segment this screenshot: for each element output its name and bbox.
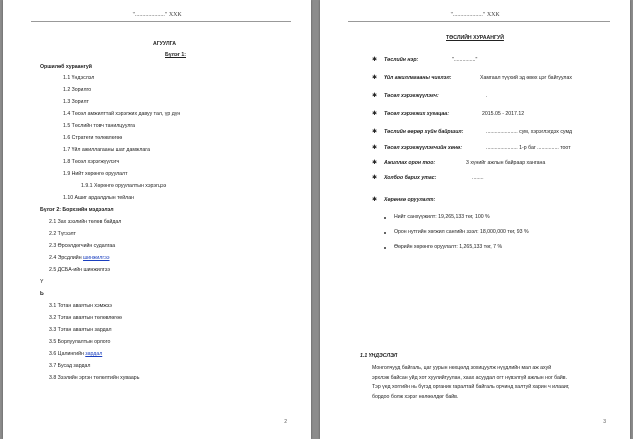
paragraph-line: Тэр үед хоггийн нь бүгэд органик гаралтай байгаль орчинд халтуй харин ч илааиг, xyxy=(372,384,570,390)
toc-item[interactable] xyxy=(49,352,102,357)
toc-item[interactable]: 1.8 Төсөл хэрэгжүүлэгч xyxy=(63,159,120,165)
field-label: Төсөл хэрэгжүүлэгч: xyxy=(384,93,439,99)
toc-intro-heading: Оршилөб хураангуй xyxy=(40,64,92,70)
toc-item[interactable]: 3.7 Бусад зардал xyxy=(49,363,91,369)
field-label: Төслийн нэр: xyxy=(384,57,419,63)
toc-item[interactable]: 1.9 Нийт хөрөнгө оруулалт xyxy=(63,171,128,177)
investment-heading: Хөрөнгө оруулалт: xyxy=(384,197,436,203)
toc-item[interactable]: 2.3 Өрсөлдөгчийн судалгаа xyxy=(49,243,116,249)
field-value: . xyxy=(486,93,488,99)
toc-item[interactable]: 3.5 Борлуулалтын орлого xyxy=(49,339,111,345)
field-label: Төсөл хэрэгжүүлэгчийн хөнө: xyxy=(384,145,462,151)
star-bullet-icon: ✱ xyxy=(372,160,378,166)
toc-item[interactable]: 3.3 Тэтан аваятын зардал xyxy=(49,327,112,333)
field-value: Хамгаал түүхий эд өвөх цэг байгуулах xyxy=(480,75,572,81)
paragraph-line: Монголчууд байгаль, цаг уурын нөхцөлд зохицуулж нүүдлийн мал аж ахуй xyxy=(372,365,552,371)
toc-chapter[interactable]: Бүлэг 2: Борхзийн мэдээлэл xyxy=(40,207,114,213)
field-value: 2015.05 - 2017.12 xyxy=(482,111,525,117)
document-page-right xyxy=(320,0,630,439)
bullet-dot-icon xyxy=(384,247,386,249)
toc-item[interactable]: 1.1 Үндэслэл xyxy=(63,75,95,81)
toc-item-text: 2.4 Эрсдлийн xyxy=(49,255,84,261)
field-value: ........ xyxy=(472,175,484,181)
toc-marker: Y xyxy=(40,279,44,285)
toc-item[interactable]: 2.5 ДСБА-ийн шинжилгээ xyxy=(49,267,110,273)
summary-title: ТӨСЛИЙН ХУРААНГУЙ xyxy=(446,35,504,41)
field-label: Төслийн өөрөр хүйн байршил: xyxy=(384,129,464,135)
investment-item: Орон нутгийн хөгжил сангийн зээл: 18,000,000 төг, 93 % xyxy=(394,229,529,235)
toc-item[interactable]: 2.1 Зах зээлийн төлөв байдал xyxy=(49,219,122,225)
field-value: ...................... сум, хэрэглэгдэх сумд xyxy=(486,129,573,135)
paragraph-line: эрхлэж байсан уйд хот хуулийгуулан, хаах асуудал огт нүвэлгүй ажлын ног байв. xyxy=(372,374,568,381)
toc-item[interactable]: 3.8 Зээлийн эргэн төлөлтийн хуваарь xyxy=(49,375,140,381)
bullet-dot-icon xyxy=(384,232,386,234)
toc-item[interactable]: 1.3 Зорилт xyxy=(63,99,89,105)
field-value: 3 хүнийг ажлын байраар хангана xyxy=(466,160,546,166)
toc-item-text: 3.6 Цалингийн xyxy=(49,351,86,357)
star-bullet-icon: ✱ xyxy=(372,129,378,135)
page-header: "...................." ХХК xyxy=(132,12,182,18)
toc-item[interactable]: 3.1 Тотан аваятын хэмжээ xyxy=(49,303,112,309)
star-bullet-icon: ✱ xyxy=(372,111,378,117)
toc-item[interactable]: 1.5 Төслийн товч танилцуулга xyxy=(63,123,136,129)
star-bullet-icon: ✱ xyxy=(372,75,378,81)
page-number: 3 xyxy=(603,419,606,425)
body-paragraph xyxy=(372,364,630,402)
page-number: 2 xyxy=(284,419,287,425)
paragraph-line: бордоо болж хэрэг нөлөөлдөг байв. xyxy=(372,393,459,400)
header-divider xyxy=(348,21,610,22)
field-value: ...................... 1-р баг ............... тоот xyxy=(486,145,571,151)
star-bullet-icon: ✱ xyxy=(372,93,378,99)
toc-item[interactable] xyxy=(49,256,110,261)
star-bullet-icon: ✱ xyxy=(372,57,378,63)
toc-item[interactable]: 1.7 Үйл ажиллагааны шат дамжлага xyxy=(63,147,150,153)
star-bullet-icon: ✱ xyxy=(372,145,378,151)
field-value: "..............." xyxy=(452,57,478,63)
toc-item-link[interactable]: зардал xyxy=(85,351,103,357)
header-divider xyxy=(31,21,291,22)
section-heading: 1.1 ҮНДЭСЛЭЛ xyxy=(360,353,398,359)
field-label: Холбоо барих утас: xyxy=(384,175,437,181)
toc-item[interactable]: 2.2 Түгээлт xyxy=(49,231,76,237)
toc-item[interactable]: 1.6 Стратеги төлөвлөгөө xyxy=(63,135,123,141)
field-label: Ажиллах орон тоо: xyxy=(384,160,436,166)
field-label: Төсөл хэрэгжих хугацаа: xyxy=(384,111,449,117)
toc-item-link[interactable]: шинжилгээ xyxy=(83,255,110,261)
toc-item[interactable]: 3.2 Тэтан аваятын төлөвлөгөө xyxy=(49,315,122,321)
toc-item[interactable]: 1.4 Төсөл амжилттай хэрэгжих давуу тал, үр дүн xyxy=(63,111,181,117)
toc-title: АГУУЛГА xyxy=(153,41,176,47)
bullet-dot-icon xyxy=(384,217,386,219)
toc-marker: Ь xyxy=(40,291,44,297)
star-bullet-icon: ✱ xyxy=(372,197,378,203)
page-header: "...................." ХХК xyxy=(450,12,500,18)
toc-item[interactable]: 1.9.1 Хөрөнгө оруулалтын хэрэгцээ xyxy=(81,183,167,189)
toc-item[interactable]: 1.10 Ашиг ардалдлын тейлан xyxy=(63,195,134,201)
star-bullet-icon: ✱ xyxy=(372,175,378,181)
toc-item[interactable]: 1.2 Зорилго xyxy=(63,87,92,93)
investment-item: Өөрийн хөрөнгө оруулалт: 1,265,133 төг, 7 % xyxy=(394,244,503,250)
field-label: Үйл ажиллагааны чиглэл: xyxy=(384,75,452,81)
document-page-left xyxy=(3,0,311,439)
toc-subtitle: Бүлэг 1: xyxy=(165,52,186,58)
investment-item: Нийт санхүүжилт: 19,265,133 төг, 100 % xyxy=(394,214,490,220)
